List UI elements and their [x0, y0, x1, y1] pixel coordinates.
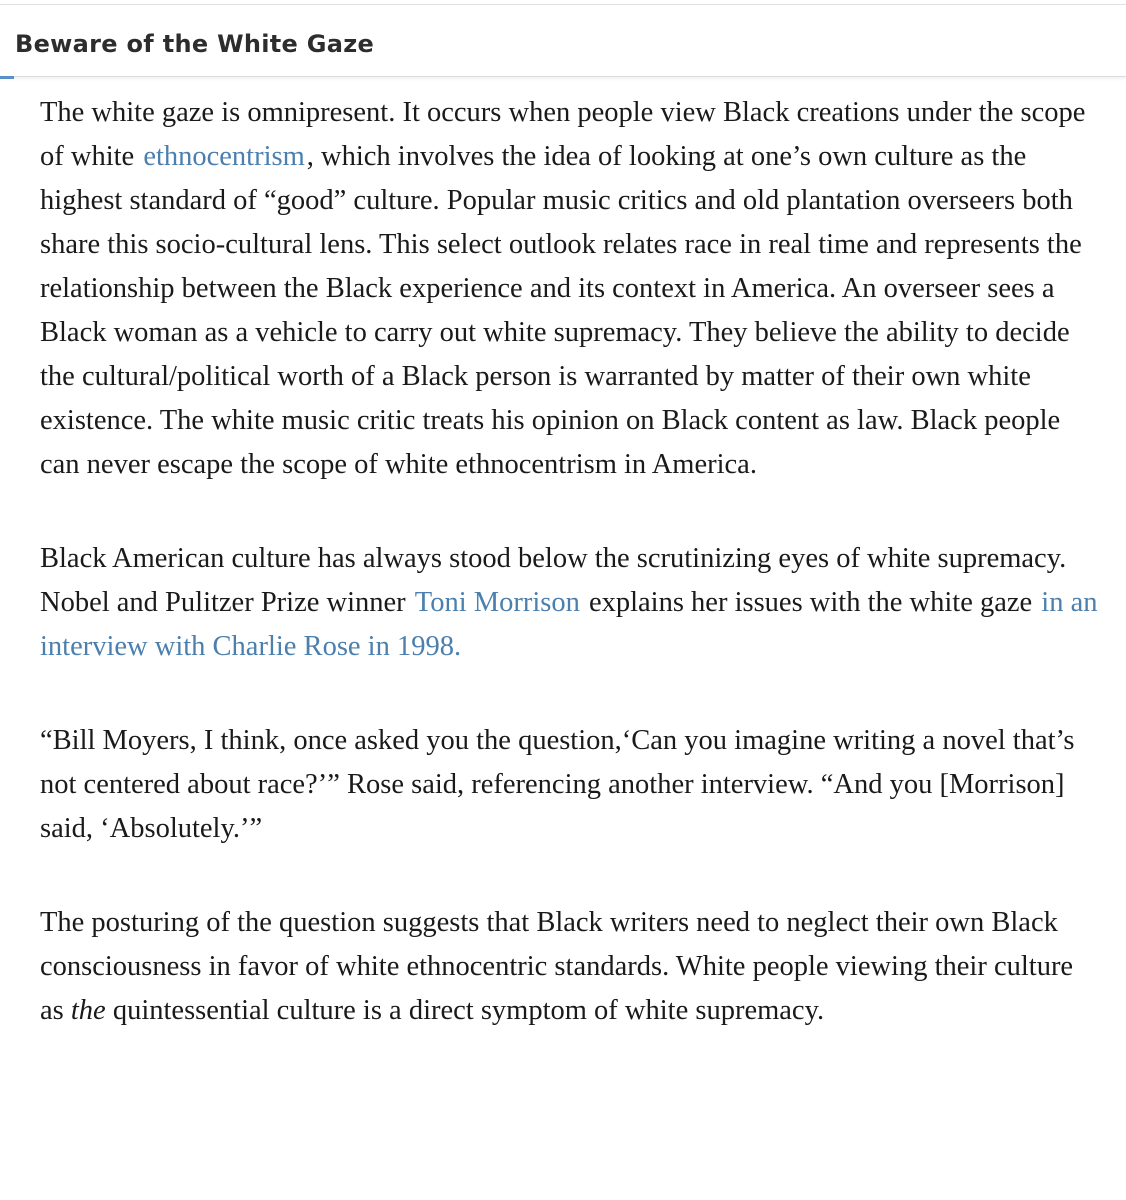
paragraph-text: quintessential culture is a direct symptom of white supremacy. — [112, 995, 825, 1026]
paragraph-quote — [40, 719, 1100, 851]
emphasis-text: the — [70, 995, 106, 1026]
article-body — [40, 91, 1100, 1033]
paragraph-text: Black American culture has always stood below the scrutinizing eyes of white supremacy. Nobel and Pulitzer Prize winner — [40, 543, 1067, 618]
paragraph-conclusion — [40, 901, 1100, 1033]
paragraph-white-gaze — [40, 91, 1100, 487]
paragraph-text: The white gaze is omnipresent. It occurs when people view Black creations under the scope of white — [40, 97, 1086, 172]
charlie-rose-interview-link[interactable]: in an interview with Charlie Rose in 1998. — [40, 587, 1098, 662]
paragraph-morrison — [40, 537, 1100, 669]
ethnocentrism-link[interactable]: ethnocentrism — [143, 141, 305, 172]
paragraph-text: , which involves the idea of looking at one’s own culture as the highest standard of “good” culture. Popular music critics and old plantation overseers both share this socio-cultural lens. This select outlook relates race in real time and represents the relationship between the Black experience and its context in America. An overseer sees a Black woman as a vehicle to carry out white supremacy. They believe the ability to decide the cultural/political worth of a Black person is warranted by matter of their own white existence. The white music critic treats his opinion on Black content as law. Black people can never escape the scope of white ethnocentrism in America. — [40, 141, 1082, 480]
toni-morrison-link[interactable]: Toni Morrison — [414, 587, 580, 618]
header-accent-bar — [0, 76, 14, 79]
section-title: Beware of the White Gaze — [15, 30, 375, 58]
paragraph-text: The posturing of the question suggests that Black writers need to neglect their own Black consciousness in favor of white ethnocentric standards. White people viewing their culture as — [40, 907, 1074, 1026]
paragraph-text: explains her issues with the white gaze — [588, 587, 1033, 618]
paragraph-text: “Bill Moyers, I think, once asked you the question,‘Can you imagine writing a novel that’s not centered about race?’” Rose said, referencing another interview. “And you [Morrison] said, ‘Absolutely.’” — [40, 725, 1075, 844]
section-header — [0, 5, 1126, 77]
